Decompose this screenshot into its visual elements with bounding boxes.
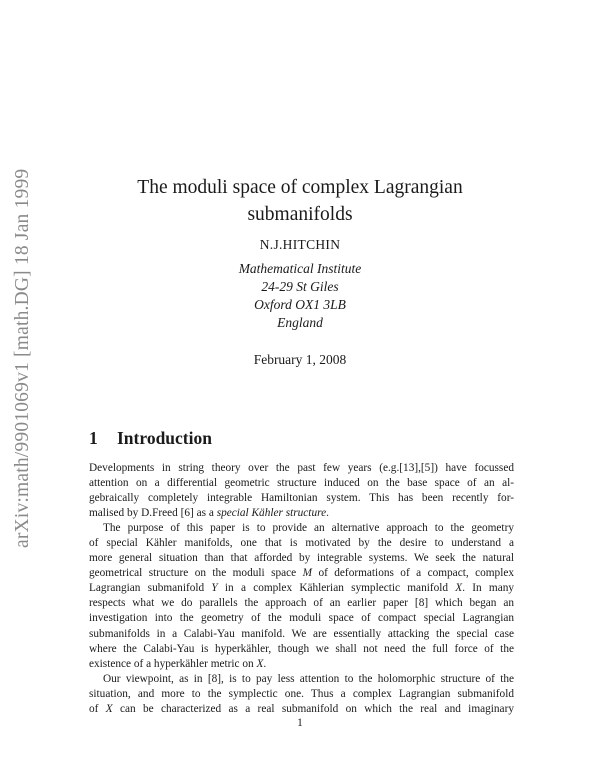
affiliation-city: Oxford OX1 3LB — [254, 297, 346, 312]
author: N.J.HITCHIN — [259, 237, 341, 252]
affiliation — [90, 260, 510, 332]
title-line-1: The moduli space of complex Lagrangian — [137, 177, 463, 198]
text-line: of X can be characterized as a real submanifold on which the real and imaginary — [89, 702, 514, 715]
text-line: of special Kähler manifolds, one that is motivated by the desire to understand a — [89, 537, 514, 550]
section-number: 1 — [89, 428, 98, 448]
emphasis: X — [256, 657, 264, 670]
emphasis: Y — [211, 582, 218, 595]
affiliation-country: England — [277, 315, 323, 330]
title-line-2: submanifolds — [247, 204, 353, 225]
text-line: existence of a hyperkähler metric on X. — [89, 657, 267, 670]
date: February 1, 2008 — [253, 352, 347, 367]
emphasis: X — [105, 702, 113, 715]
paragraph — [89, 521, 514, 671]
emphasis: special Kähler structure — [216, 507, 327, 520]
arxiv-identifier-text: arXiv:math/9901069v1 [math.DG] 18 Jan 1999 — [12, 168, 33, 548]
body-text — [89, 461, 514, 717]
emphasis: M — [302, 567, 313, 580]
text-line: attention on a differential geometric structure induced on the base space of an al- — [89, 477, 514, 490]
text-line: respects what we do parallels the approach of an earlier paper [8] which began an — [89, 597, 514, 610]
section-title: Introduction — [117, 428, 212, 448]
text-line: investigation into the geometry of the moduli space of compact special Lagrangian — [89, 612, 514, 625]
text-line: Lagrangian submanifold Y in a complex Kählerian symplectic manifold X. In many — [89, 582, 515, 595]
paragraph — [89, 672, 514, 717]
page-number: 1 — [297, 717, 303, 729]
text-line: geometrical structure on the moduli space M of deformations of a compact, complex — [89, 567, 514, 580]
text-line: more general situation than that afforded by integrable systems. We seek the natural — [89, 552, 514, 565]
affiliation-street: 24-29 St Giles — [261, 279, 339, 294]
paragraph — [89, 461, 514, 521]
text-line: Developments in string theory over the past few years (e.g.[13],[5]) have focussed — [89, 462, 514, 474]
text-line: The purpose of this paper is to provide an alternative approach to the geometry — [103, 522, 514, 535]
affiliation-institute: Mathematical Institute — [238, 261, 362, 276]
paper-title — [90, 174, 510, 228]
text-line: submanifolds in a Calabi-Yau manifold. We are essentially attacking the special case — [89, 627, 514, 640]
text-line: Our viewpoint, as in [8], is to pay less attention to the holomorphic structure of the — [103, 672, 514, 685]
section-heading — [89, 428, 212, 449]
text-line: situation, and more to the symplectic one. Thus a complex Lagrangian submanifold — [89, 687, 514, 700]
text-line: malised by D.Freed [6] as a special Kähler structure. — [89, 507, 329, 520]
text-line: where the Calabi-Yau is hyperkähler, though we shall not need the full force of the — [89, 642, 514, 655]
emphasis: X — [455, 582, 463, 595]
text-line: gebraically completely integrable Hamiltonian system. This has been recently for- — [89, 492, 514, 505]
